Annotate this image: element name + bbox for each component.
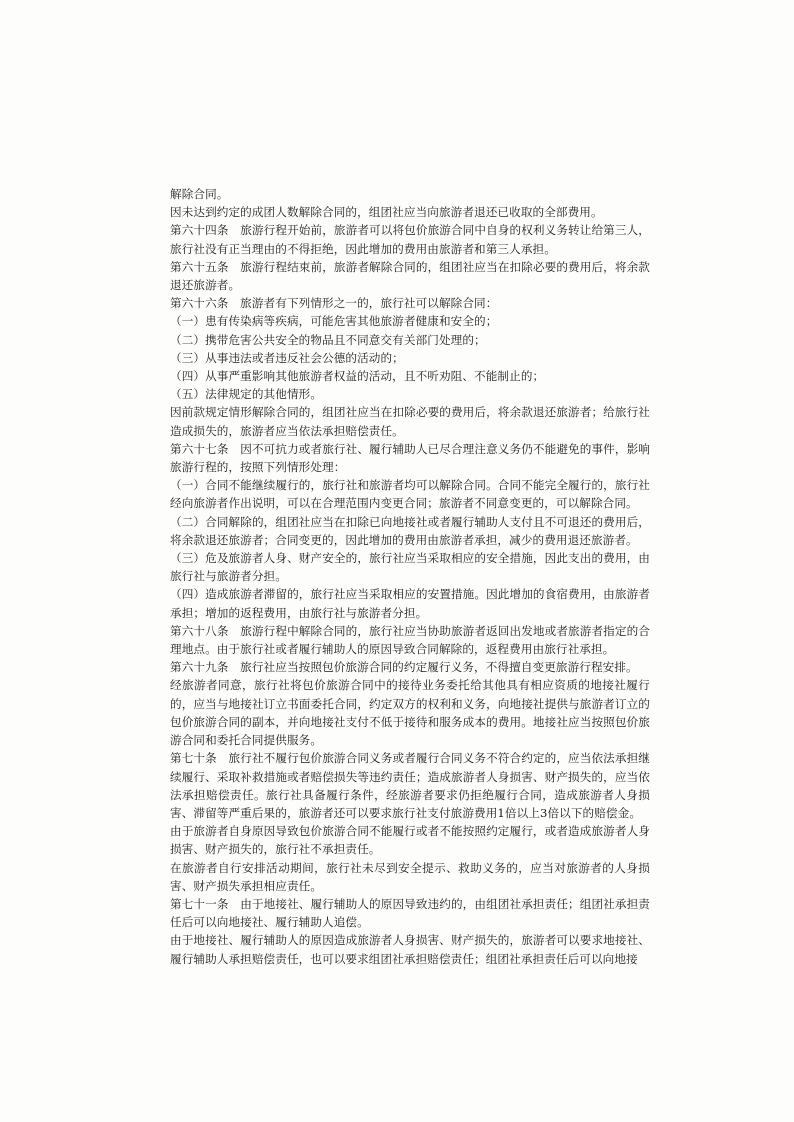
paragraph: 解除合同。 xyxy=(170,187,229,201)
paragraph: 第七十一条 由于地接社、履行辅助人的原因导致违约的，由组团社承担责任；组团社承担责任后可以向地接社、履行辅助人追偿。 xyxy=(170,896,650,930)
paragraph: （三）从事违法或者违反社会公德的活动的； xyxy=(170,350,404,365)
paragraph: （二）合同解除的，组团社应当在扣除已向地接社或者履行辅助人支付且不可退还的费用后，将余款退还旅游者；合同变更的，因此增加的费用由旅游者承担，减少的费用退还旅游者。 xyxy=(170,514,650,547)
paragraph: 第六十五条 旅游行程结束前，旅游者解除合同的，组团社应当在扣除必要的费用后，将余款退还旅游者。 xyxy=(170,259,650,293)
paragraph: （五）法律规定的其他情形。 xyxy=(170,387,323,402)
paragraph: 因前款规定情形解除合同的，组团社应当在扣除必要的费用后，将余款退还旅游者；给旅行社造成损失的，旅游者应当依法承担赔偿责任。 xyxy=(170,405,650,438)
paragraph: 经旅游者同意，旅行社将包价旅游合同中的接待业务委托给其他具有相应资质的地接社履行的，应当与地接社订立书面委托合同，约定双方的权利和义务，向地接社提供与旅游者订立的包价旅游合同的副本，并向地接社支付不低于接待和服务成本的费用。地接社应当按照包价旅游合同和委托合同提供服务。 xyxy=(170,678,650,748)
paragraph: 第六十七条 因不可抗力或者旅行社、履行辅助人已尽合理注意义务仍不能避免的事件，影响旅游行程的，按照下列情形处理： xyxy=(170,441,650,475)
paragraph: 第六十四条 旅游行程开始前，旅游者可以将包价旅游合同中自身的权利义务转让给第三人，旅行社没有正当理由的不得拒绝，因此增加的费用由旅游者和第三人承担。 xyxy=(170,223,650,256)
paragraph: （一）患有传染病等疾病，可能危害其他旅游者健康和安全的； xyxy=(170,314,498,329)
paragraph: （一）合同不能继续履行的，旅行社和旅游者均可以解除合同。合同不能完全履行的，旅行社经向旅游者作出说明，可以在合理范围内变更合同；旅游者不同意变更的，可以解除合同。 xyxy=(170,478,650,511)
paragraph: 在旅游者自行安排活动期间，旅行社未尽到安全提示、救助义务的，应当对旅游者的人身损害、财产损失承担相应责任。 xyxy=(170,860,650,893)
paragraph: （四）从事严重影响其他旅游者权益的活动，且不听劝阻、不能制止的； xyxy=(170,369,545,384)
paragraph: 因未达到约定的成团人数解除合同的，组团社应当向旅游者退还已收取的全部费用。 xyxy=(170,205,603,220)
document-body xyxy=(170,185,650,968)
paragraph: 第六十九条 旅行社应当按照包价旅游合同的约定履行义务，不得擅自变更旅游行程安排。 xyxy=(170,660,638,675)
paragraph: 由于旅游者自身原因导致包价旅游合同不能履行或者不能按照约定履行，或者造成旅游者人身损害、财产损失的，旅行社不承担责任。 xyxy=(170,824,650,857)
paragraph: （三）危及旅游者人身、财产安全的，旅行社应当采取相应的安全措施，因此支出的费用，由旅行社与旅游者分担。 xyxy=(170,551,650,584)
paragraph: （四）造成旅游者滞留的，旅行社应当采取相应的安置措施。因此增加的食宿费用，由旅游者承担；增加的返程费用，由旅行社与旅游者分担。 xyxy=(170,587,650,620)
paragraph: （二）携带危害公共安全的物品且不同意交有关部门处理的； xyxy=(170,332,486,347)
paragraph: 由于地接社、履行辅助人的原因造成旅游者人身损害、财产损失的，旅游者可以要求地接社、履行辅助人承担赔偿责任，也可以要求组团社承担赔偿责任；组团社承担责任后可以向地接 xyxy=(170,933,650,966)
paragraph: 第七十条 旅行社不履行包价旅游合同义务或者履行合同义务不符合约定的，应当依法承担继续履行、采取补救措施或者赔偿损失等违约责任；造成旅游者人身损害、财产损失的，应当依法承担赔偿责任。旅行社具备履行条件，经旅游者要求仍拒绝履行合同，造成旅游者人身损害、滞留等严重后果的，旅游者还可以要求旅行社支付旅游费用1倍以上3倍以下的赔偿金。 xyxy=(170,751,650,820)
paragraph: 第六十八条 旅游行程中解除合同的，旅行社应当协助旅游者返回出发地或者旅游者指定的合理地点。由于旅行社或者履行辅助人的原因导致合同解除的，返程费用由旅行社承担。 xyxy=(170,623,650,657)
paragraph: 第六十六条 旅游者有下列情形之一的，旅行社可以解除合同： xyxy=(170,296,498,311)
